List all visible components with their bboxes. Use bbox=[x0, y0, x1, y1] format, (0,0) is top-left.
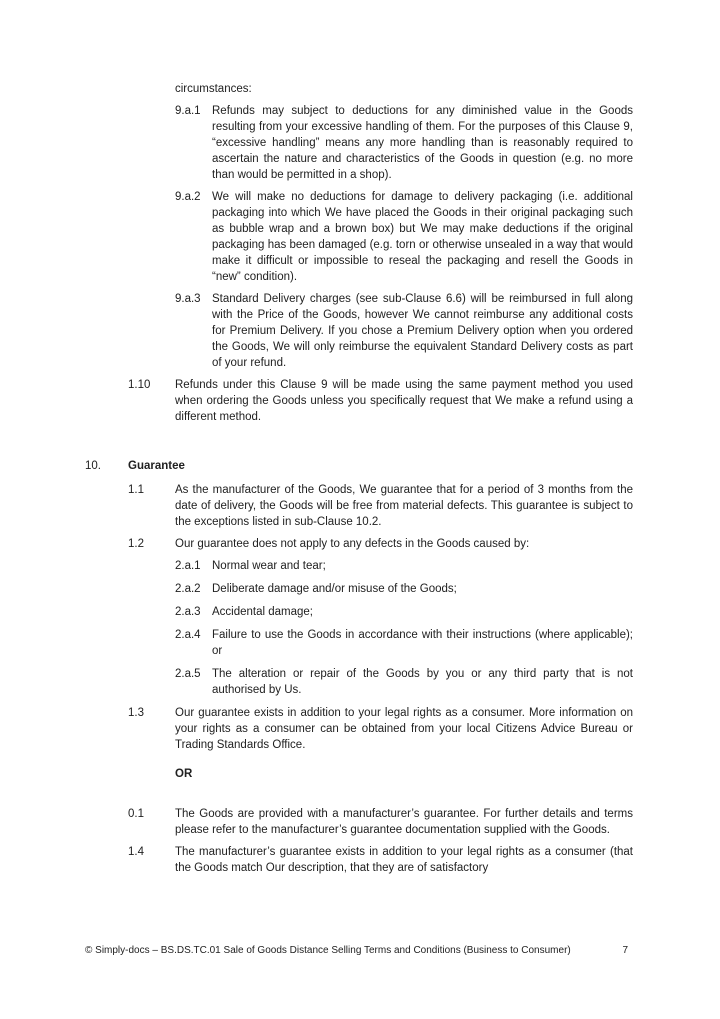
clause-number: 1.3 bbox=[128, 707, 144, 719]
sub-clause-text: Deliberate damage and/or misuse of the Goods; bbox=[212, 583, 457, 595]
sub-clause-text: Refunds may subject to deductions for any diminished value in the Goods resulting from your excessive handling of them. For the purposes of this Clause 9, “excessive handling” means any more handling than is reasonably required to ascertain the nature and characteristics of the Goods in question (e.g. no more than would be permitted in a shop). bbox=[212, 105, 633, 181]
section-title: Guarantee bbox=[128, 460, 185, 472]
sub-clause-2a1 bbox=[85, 558, 633, 574]
sub-clause-number: 9.a.3 bbox=[175, 293, 201, 305]
clause-number: 1.10 bbox=[128, 379, 151, 391]
sub-clause-number: 2.a.2 bbox=[175, 583, 201, 595]
sub-clause-text: Normal wear and tear; bbox=[212, 560, 326, 572]
clause-text: As the manufacturer of the Goods, We guarantee that for a period of 3 months from the date of delivery, the Goods will be free from material defects. This guarantee is subject to the exceptions listed in sub-Clause 10.2. bbox=[175, 484, 633, 528]
sub-clause-9a1 bbox=[85, 103, 633, 183]
clause-number: 1.2 bbox=[128, 538, 144, 550]
sub-clause-number: 9.a.2 bbox=[175, 191, 201, 203]
page-footer bbox=[85, 944, 633, 958]
sub-clause-2a5 bbox=[85, 666, 633, 698]
clause-1-10 bbox=[85, 377, 633, 425]
clause-number: 1.4 bbox=[128, 846, 144, 858]
clause-1-3 bbox=[85, 705, 633, 753]
clause-1-4 bbox=[85, 844, 633, 876]
sub-clause-9a2 bbox=[85, 189, 633, 285]
section-heading-guarantee bbox=[85, 458, 633, 474]
sub-clause-9a3 bbox=[85, 291, 633, 371]
section-number: 10. bbox=[85, 460, 101, 472]
clause-1-2 bbox=[85, 536, 633, 552]
sub-clause-number: 9.a.1 bbox=[175, 105, 201, 117]
sub-clause-number: 2.a.1 bbox=[175, 560, 201, 572]
clause-continuation-line bbox=[175, 81, 633, 97]
footer-copyright-text: © Simply-docs – BS.DS.TC.01 Sale of Goods Distance Selling Terms and Conditions (Business to Consumer) bbox=[85, 945, 571, 956]
sub-clause-text: Standard Delivery charges (see sub-Clause 6.6) will be reimbursed in full along with the Price of the Goods, however We cannot reimburse any additional costs for Premium Delivery. If you chose a Premium Delivery option when you ordered the Goods, We will only reimburse the equivalent Standard Delivery costs as part of your refund. bbox=[212, 293, 633, 369]
clause-continuation-text: circumstances: bbox=[175, 83, 252, 95]
sub-clause-text: Failure to use the Goods in accordance with their instructions (where applicable); or bbox=[212, 629, 633, 657]
sub-clause-number: 2.a.3 bbox=[175, 606, 201, 618]
sub-clause-text: The alteration or repair of the Goods by you or any third party that is not authorised by Us. bbox=[212, 668, 633, 696]
sub-clause-text: Accidental damage; bbox=[212, 606, 314, 618]
sub-clause-number: 2.a.5 bbox=[175, 668, 201, 680]
footer-page-number: 7 bbox=[622, 945, 628, 956]
sub-clause-2a3 bbox=[85, 604, 633, 620]
clause-text: Refunds under this Clause 9 will be made using the same payment method you used when ordering the Goods unless you specifically request that We make a refund using a different method. bbox=[175, 379, 633, 423]
clause-text: The manufacturer’s guarantee exists in addition to your legal rights as a consumer (that the Goods match Our description, that they are of satisfactory bbox=[175, 846, 633, 874]
clause-0-1 bbox=[85, 806, 633, 838]
clause-text: Our guarantee exists in addition to your legal rights as a consumer. More information on your rights as a consumer can be obtained from your local Citizens Advice Bureau or Trading Standards Office. bbox=[175, 707, 633, 751]
sub-clause-2a4 bbox=[85, 627, 633, 659]
sub-clause-2a2 bbox=[85, 581, 633, 597]
clause-number: 0.1 bbox=[128, 808, 144, 820]
sub-clause-text: We will make no deductions for damage to delivery packaging (i.e. additional packaging into which We have placed the Goods in their original packaging such as bubble wrap and a brown box) but We may make deductions if the original packaging has been damaged (e.g. torn or otherwise unsealed in a way that would make it difficult or impossible to reseal the packaging and resell the Goods in “new” condition). bbox=[212, 191, 633, 283]
clause-1-1 bbox=[85, 482, 633, 530]
clause-number: 1.1 bbox=[128, 484, 144, 496]
sub-clause-number: 2.a.4 bbox=[175, 629, 201, 641]
clause-text: Our guarantee does not apply to any defects in the Goods caused by: bbox=[175, 538, 530, 550]
clause-text: The Goods are provided with a manufacturer’s guarantee. For further details and terms please refer to the manufacturer’s guarantee documentation supplied with the Goods. bbox=[175, 808, 633, 836]
document-body bbox=[85, 81, 633, 882]
or-separator-label: OR bbox=[175, 768, 193, 780]
